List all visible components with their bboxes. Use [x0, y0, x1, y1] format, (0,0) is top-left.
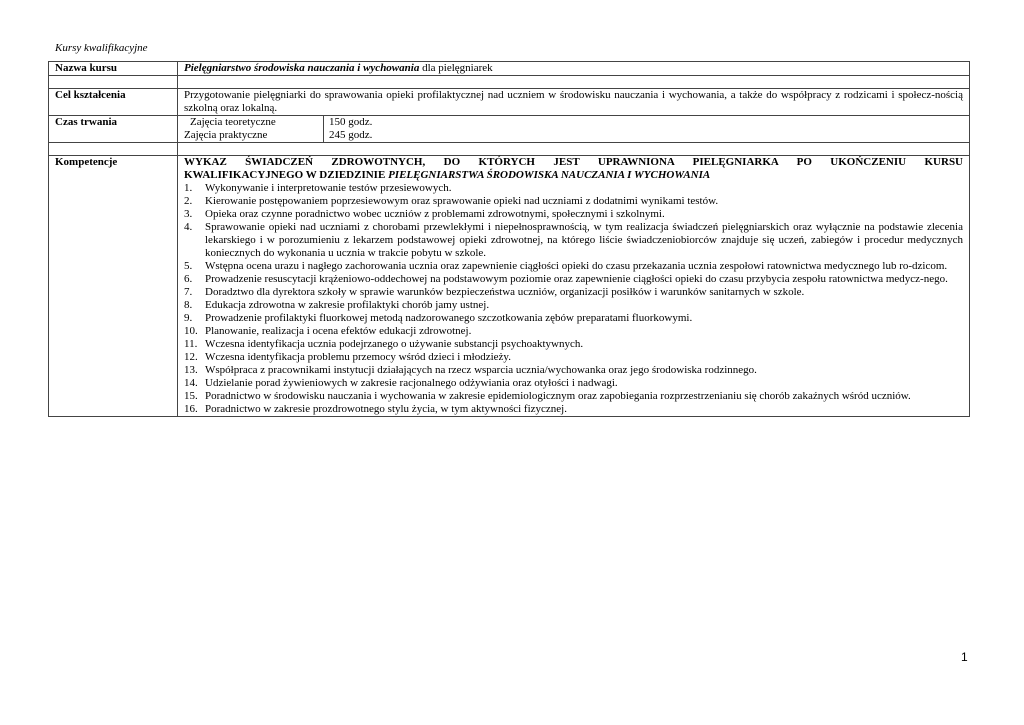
competence-number: 5.: [184, 260, 193, 272]
competence-number: 16.: [184, 403, 198, 415]
competence-text: Edukacja zdrowotna w zakresie profilaktyki chorób jamy ustnej.: [205, 299, 490, 311]
competence-text: Planowanie, realizacja i ocena efektów edukacji zdrowotnej.: [205, 325, 472, 337]
spacer-row: [49, 76, 970, 89]
duration-row: [49, 116, 970, 143]
goal-text: Przygotowanie pielęgniarki do sprawowania opieki profilaktycznej nad uczniem w środowisku nauczania i wychowania, a także do współpracy z rodzicami i społecz-nością szkolną oraz lokalną.: [178, 89, 970, 116]
competence-text: Udzielanie porad żywieniowych w zakresie racjonalnego odżywiania oraz otyłości i nadwagi.: [205, 377, 618, 389]
course-name-rest: dla pielęgniarek: [419, 62, 493, 74]
competence-text: Prowadzenie resuscytacji krążeniowo-oddechowej na podstawowym poziomie oraz zapewnienie ciągłości opieki do czasu przybycia zespołu ratownictwa medycz-nego.: [205, 273, 948, 285]
competence-text: Doradztwo dla dyrektora szkoły w sprawie warunków bezpieczeństwa uczniów, organizacji posiłków i warunków sanitarnych w szkole.: [205, 286, 805, 298]
competence-text: Wczesna identyfikacja ucznia podejrzanego o używanie substancji psychoaktywnych.: [205, 338, 584, 350]
competence-number: 4.: [184, 221, 193, 233]
competence-number: 15.: [184, 390, 198, 402]
course-name-row: [49, 62, 970, 76]
competences-list: [184, 182, 963, 416]
competences-content: [178, 156, 970, 417]
competence-item: [184, 390, 963, 403]
competence-item: [184, 260, 963, 273]
course-name-italic: Pielęgniarstwo środowiska nauczania i wychowania: [184, 62, 420, 74]
duration-label: Czas trwania: [49, 116, 178, 143]
competence-item: [184, 299, 963, 312]
competences-row: [49, 156, 970, 417]
competence-text: Opieka oraz czynne poradnictwo wobec uczniów z problemami zdrowotnymi, społecznymi i szkolnymi.: [205, 208, 665, 220]
competence-number: 13.: [184, 364, 198, 376]
duration-theory-value: 150 godz.: [329, 116, 373, 128]
competence-number: 10.: [184, 325, 198, 337]
competence-text: Kierowanie postępowaniem poprzesiewowym oraz sprawowanie opieki nad uczniami z dodatnimi wynikami testów.: [205, 195, 719, 207]
competence-number: 12.: [184, 351, 198, 363]
competence-item: [184, 195, 963, 208]
competence-text: Współpraca z pracownikami instytucji działających na rzecz wsparcia ucznia/wychowanka oraz jego środowiska rodzinnego.: [205, 364, 757, 376]
course-name-label: Nazwa kursu: [49, 62, 178, 76]
duration-table: [178, 116, 969, 142]
duration-practice-label: Zajęcia praktyczne: [184, 129, 268, 141]
competence-item: [184, 312, 963, 325]
competence-number: 3.: [184, 208, 193, 220]
competence-item: [184, 403, 963, 416]
competence-text: Wczesna identyfikacja problemu przemocy wśród dzieci i młodzieży.: [205, 351, 511, 363]
document-header: Kursy kwalifikacyjne: [55, 42, 148, 54]
competences-heading-line1: WYKAZ ŚWIADCZEŃ ZDROWOTNYCH, DO KTÓRYCH JEST UPRAWNIONA PIELĘGNIARKA PO UKOŃCZENIU KURSU: [184, 156, 963, 168]
competences-heading-line2: [184, 169, 963, 182]
competence-text: Wykonywanie i interpretowanie testów przesiewowych.: [205, 182, 452, 194]
competence-text: Wstępna ocena urazu i nagłego zachorowania ucznia oraz zapewnienie ciągłości opieki do czasu przekazania ucznia zespołowi ratownictwa medycznego lub ro-dzicom.: [205, 260, 948, 272]
competence-number: 7.: [184, 286, 193, 298]
duration-row-practice: [178, 129, 969, 142]
competence-item: [184, 286, 963, 299]
competences-label: Kompetencje: [49, 156, 178, 417]
competence-text: Sprawowanie opieki nad uczniami z chorobami przewlekłymi i niepełnosprawnością, w tym realizacja świadczeń pielęgniarskich oraz wyłącznie na podstawie zlecenia lekarskiego i w porozumieniu z lekarzem podstawowej opieki zdrowotnej, na którego liście świadczeniobiorców znajduje się uczeń, zabiegów i procedur medycznych koniecznych do wykonania u ucznia w trakcie pobytu w szkole.: [205, 221, 963, 259]
competences-heading-italic: PIELĘGNIARSTWA ŚRODOWISKA NAUCZANIA I WYCHOWANIA: [388, 169, 711, 181]
competence-item: [184, 377, 963, 390]
competence-item: [184, 208, 963, 221]
course-name-value: [178, 62, 970, 76]
competences-heading-plain: KWALIFIKACYJNEGO W DZIEDZINIE: [184, 169, 389, 181]
competence-item: [184, 325, 963, 338]
page-number: 1: [961, 650, 968, 664]
course-table: [48, 61, 970, 417]
competence-number: 6.: [184, 273, 193, 285]
goal-label: Cel kształcenia: [49, 89, 178, 116]
competence-item: [184, 182, 963, 195]
duration-table-cell: [178, 116, 970, 143]
competence-item: [184, 364, 963, 377]
duration-practice-value: 245 godz.: [329, 129, 373, 141]
competence-number: 2.: [184, 195, 193, 207]
competence-number: 14.: [184, 377, 198, 389]
competence-item: [184, 351, 963, 364]
competence-number: 8.: [184, 299, 193, 311]
competence-item: [184, 273, 963, 286]
competence-number: 9.: [184, 312, 193, 324]
goal-row: [49, 89, 970, 116]
duration-row-theory: [178, 116, 969, 129]
spacer-row: [49, 143, 970, 156]
competence-text: Poradnictwo w środowisku nauczania i wychowania w zakresie epidemiologicznym oraz zapobiegania rozprzestrzenianiu się chorób zakaźnych wśród uczniów.: [205, 390, 911, 402]
competence-item: [184, 221, 963, 260]
competence-number: 11.: [184, 338, 198, 350]
competence-text: Poradnictwo w zakresie prozdrowotnego stylu życia, w tym aktywności fizycznej.: [205, 403, 567, 415]
duration-theory-label: Zajęcia teoretyczne: [190, 116, 276, 128]
competence-number: 1.: [184, 182, 193, 194]
competence-text: Prowadzenie profilaktyki fluorkowej metodą nadzorowanego szczotkowania zębów preparatami fluorkowymi.: [205, 312, 693, 324]
competence-item: [184, 338, 963, 351]
